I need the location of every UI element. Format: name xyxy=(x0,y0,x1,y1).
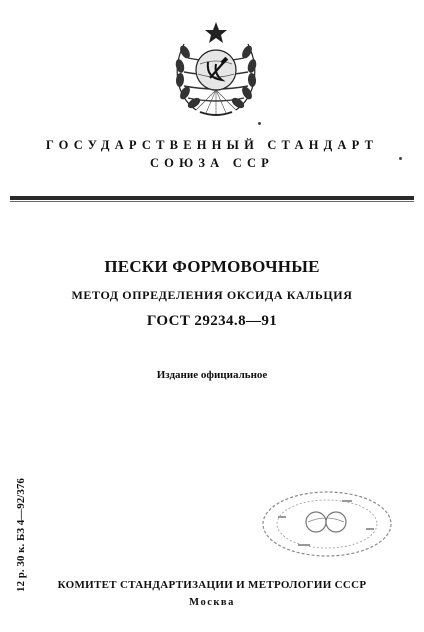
document-title: ПЕСКИ ФОРМОВОЧНЫЕ xyxy=(104,257,320,276)
scan-speck xyxy=(258,122,261,125)
state-emblem-icon xyxy=(166,18,266,120)
publication-city: Москва xyxy=(189,597,235,608)
header-ussr: СОЮЗА ССР xyxy=(149,156,275,170)
price-and-catalog-number: 12 р. 30 к. БЗ 4—92/376 xyxy=(15,478,27,592)
header-state-standard: ГОСУДАРСТВЕННЫЙ СТАНДАРТ xyxy=(45,138,379,152)
library-stamp-icon xyxy=(258,486,396,562)
document-subtitle: МЕТОД ОПРЕДЕЛЕНИЯ ОКСИДА КАЛЬЦИЯ xyxy=(71,288,353,302)
committee-name: КОМИТЕТ СТАНДАРТИЗАЦИИ И МЕТРОЛОГИИ СССР xyxy=(57,579,367,591)
divider-rule-thin xyxy=(10,201,414,202)
standard-code: ГОСТ 29234.8—91 xyxy=(146,313,278,329)
edition-label: Издание официальное xyxy=(156,369,268,381)
divider-rule xyxy=(10,196,414,200)
scan-speck xyxy=(399,157,402,160)
